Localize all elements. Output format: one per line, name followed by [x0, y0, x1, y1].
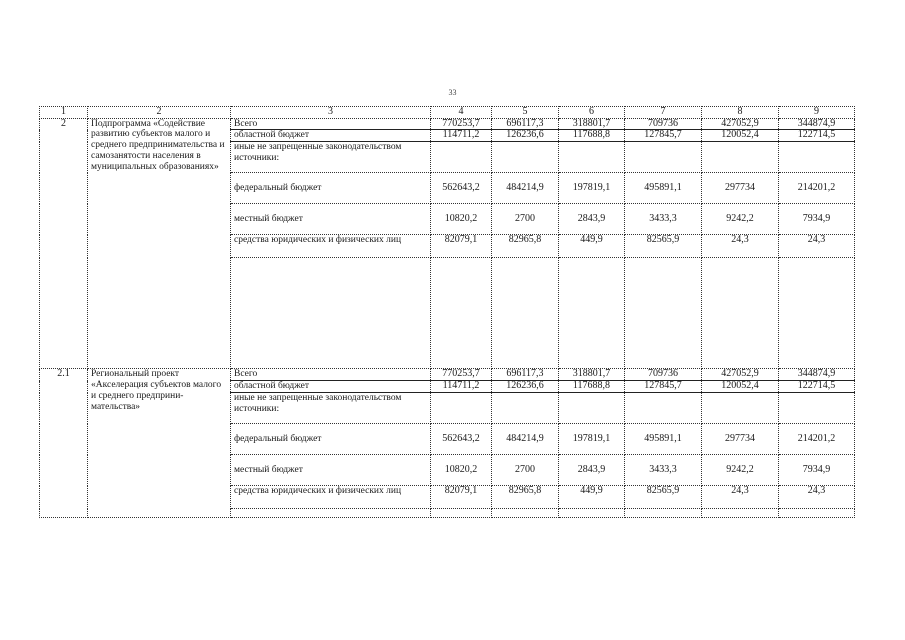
amount-cell: 82965,8: [492, 486, 559, 509]
amount-cell: 2700: [492, 204, 559, 235]
amount-cell: 770253,7: [431, 118, 492, 130]
empty-cell: [702, 509, 779, 518]
amount-cell: 484214,9: [492, 173, 559, 204]
amount-cell: 3433,3: [625, 204, 702, 235]
header-cell: 6: [559, 107, 625, 119]
amount-cell: 120052,4: [702, 130, 779, 142]
funding-source: Всего: [231, 118, 431, 130]
amount-cell: 770253,7: [431, 369, 492, 381]
amount-cell: [492, 142, 559, 173]
amount-cell: [431, 393, 492, 424]
empty-cell: [779, 509, 855, 518]
amount-cell: 7934,9: [779, 455, 855, 486]
header-cell: 5: [492, 107, 559, 119]
empty-cell: [559, 509, 625, 518]
amount-cell: 82965,8: [492, 235, 559, 258]
empty-cell: [625, 509, 702, 518]
amount-cell: [431, 142, 492, 173]
funding-source: иные не запрещенные законодательством источники:: [231, 142, 431, 173]
amount-cell: 344874,9: [779, 369, 855, 381]
amount-cell: 197819,1: [559, 424, 625, 455]
amount-cell: 10820,2: [431, 204, 492, 235]
empty-cell: [559, 258, 625, 369]
amount-cell: 24,3: [702, 486, 779, 509]
amount-cell: 24,3: [702, 235, 779, 258]
amount-cell: 24,3: [779, 486, 855, 509]
amount-cell: 7934,9: [779, 204, 855, 235]
header-cell: 7: [625, 107, 702, 119]
amount-cell: 9242,2: [702, 204, 779, 235]
row-number: 2: [40, 118, 88, 369]
header-cell: 4: [431, 107, 492, 119]
amount-cell: 10820,2: [431, 455, 492, 486]
amount-cell: 484214,9: [492, 424, 559, 455]
amount-cell: 114711,2: [431, 381, 492, 393]
amount-cell: 82079,1: [431, 235, 492, 258]
amount-cell: 127845,7: [625, 381, 702, 393]
amount-cell: [702, 142, 779, 173]
header-cell: 2: [88, 107, 231, 119]
table-row: [40, 369, 855, 381]
amount-cell: [559, 393, 625, 424]
amount-cell: 427052,9: [702, 118, 779, 130]
funding-source: федеральный бюджет: [231, 173, 431, 204]
page-number: 33: [448, 88, 457, 97]
amount-cell: 127845,7: [625, 130, 702, 142]
amount-cell: 562643,2: [431, 424, 492, 455]
funding-source: Всего: [231, 369, 431, 381]
amount-cell: 122714,5: [779, 130, 855, 142]
funding-source: иные не запрещенные законодательством источники:: [231, 393, 431, 424]
amount-cell: [625, 393, 702, 424]
empty-cell: [492, 509, 559, 518]
header-cell: 3: [231, 107, 431, 119]
amount-cell: 82565,9: [625, 235, 702, 258]
empty-cell: [231, 509, 431, 518]
amount-cell: 2843,9: [559, 455, 625, 486]
budget-table: [39, 106, 855, 518]
amount-cell: 696117,3: [492, 118, 559, 130]
amount-cell: 709736: [625, 369, 702, 381]
empty-cell: [779, 258, 855, 369]
table-row: [40, 118, 855, 130]
funding-source: средства юридических и физических лиц: [231, 486, 431, 509]
amount-cell: 318801,7: [559, 118, 625, 130]
amount-cell: 562643,2: [431, 173, 492, 204]
amount-cell: 114711,2: [431, 130, 492, 142]
empty-cell: [492, 258, 559, 369]
header-row: [40, 107, 855, 119]
amount-cell: 24,3: [779, 235, 855, 258]
header-cell: 9: [779, 107, 855, 119]
amount-cell: 117688,8: [559, 381, 625, 393]
empty-cell: [625, 258, 702, 369]
amount-cell: 126236,6: [492, 130, 559, 142]
amount-cell: 214201,2: [779, 424, 855, 455]
amount-cell: 297734: [702, 424, 779, 455]
funding-source: местный бюджет: [231, 455, 431, 486]
amount-cell: 214201,2: [779, 173, 855, 204]
funding-source: областной бюджет: [231, 381, 431, 393]
funding-source: местный бюджет: [231, 204, 431, 235]
amount-cell: 709736: [625, 118, 702, 130]
amount-cell: [702, 393, 779, 424]
amount-cell: 2700: [492, 455, 559, 486]
amount-cell: 495891,1: [625, 173, 702, 204]
amount-cell: 9242,2: [702, 455, 779, 486]
amount-cell: 318801,7: [559, 369, 625, 381]
empty-cell: [431, 509, 492, 518]
amount-cell: 122714,5: [779, 381, 855, 393]
amount-cell: [779, 142, 855, 173]
funding-source: средства юридических и физических лиц: [231, 235, 431, 258]
amount-cell: [625, 142, 702, 173]
amount-cell: 3433,3: [625, 455, 702, 486]
amount-cell: 344874,9: [779, 118, 855, 130]
amount-cell: 2843,9: [559, 204, 625, 235]
row-number: 2.1: [40, 369, 88, 518]
amount-cell: 696117,3: [492, 369, 559, 381]
empty-cell: [231, 258, 431, 369]
header-cell: 1: [40, 107, 88, 119]
amount-cell: 120052,4: [702, 381, 779, 393]
header-cell: 8: [702, 107, 779, 119]
amount-cell: 449,9: [559, 486, 625, 509]
amount-cell: [492, 393, 559, 424]
amount-cell: 117688,8: [559, 130, 625, 142]
amount-cell: 82565,9: [625, 486, 702, 509]
amount-cell: 197819,1: [559, 173, 625, 204]
amount-cell: 449,9: [559, 235, 625, 258]
empty-cell: [431, 258, 492, 369]
program-name: Подпрограмма «Содействие развитию субъектов малого и среднего предпринимательства и самозанятости населения в муниципальных образованиях»: [88, 118, 231, 369]
amount-cell: [559, 142, 625, 173]
amount-cell: 427052,9: [702, 369, 779, 381]
funding-source: областной бюджет: [231, 130, 431, 142]
funding-source: федеральный бюджет: [231, 424, 431, 455]
amount-cell: 82079,1: [431, 486, 492, 509]
amount-cell: 126236,6: [492, 381, 559, 393]
amount-cell: [779, 393, 855, 424]
program-name: Региональный проект «Акселерация субъектов малого и среднего предприни-мательства»: [88, 369, 231, 518]
amount-cell: 495891,1: [625, 424, 702, 455]
amount-cell: 297734: [702, 173, 779, 204]
empty-cell: [702, 258, 779, 369]
